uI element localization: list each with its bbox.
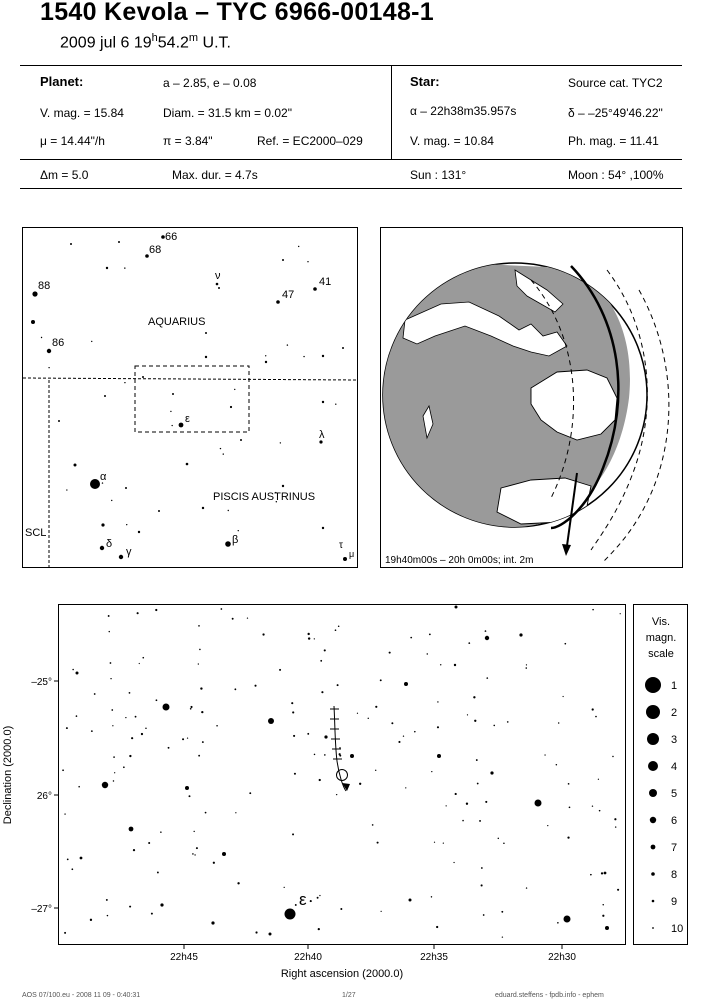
finder-star-faint [228, 510, 229, 511]
moon-info: Moon : 54° ,100% [568, 168, 664, 182]
scale-label: 1 [671, 680, 678, 692]
finder-star [90, 479, 100, 489]
finder-star [240, 439, 242, 441]
finder-star [70, 243, 72, 245]
finder-star [142, 376, 144, 378]
finder-star [74, 464, 77, 467]
magnitude-scale [633, 604, 688, 945]
finder-star [322, 527, 324, 529]
scale-label: 8 [671, 869, 678, 881]
x-axis-label: Right ascension (2000.0) [280, 968, 404, 980]
star-label-lambda: λ [319, 429, 325, 441]
star-label-mu: μ [349, 549, 355, 559]
finder-star [322, 401, 324, 403]
max-duration: Max. dur. = 4.7s [172, 168, 258, 182]
dec-tick-label: –27° [31, 904, 52, 915]
detail-field-box [135, 366, 249, 432]
event-datetime: 2009 jul 6 19$^h$54.2$^m$ U.T. [60, 32, 231, 52]
finder-star [186, 463, 189, 466]
ra-tick-label: 22h40 [294, 952, 322, 963]
finder-star [100, 546, 104, 550]
ra-tick-label: 22h35 [420, 952, 448, 963]
scale-dot [647, 733, 659, 745]
finder-star [125, 487, 127, 489]
scale-dot [649, 789, 657, 797]
finder-star [276, 300, 280, 304]
scale-dot [645, 677, 661, 693]
footer-left: AOS 07/100.eu - 2008 11 09 - 0:40:31 [22, 992, 141, 999]
finder-star-faint [307, 261, 308, 262]
star-label-68: 68 [149, 244, 162, 256]
scale-dot [651, 845, 656, 850]
table-top-rule [20, 65, 682, 66]
dec-tick-label: 26° [36, 791, 52, 802]
constellation-scl: SCL [25, 527, 47, 539]
constellation-aquarius: AQUARIUS [148, 316, 206, 328]
finder-star [313, 287, 317, 291]
finder-star [202, 507, 204, 509]
finder-star [282, 485, 284, 487]
table-divider [391, 65, 392, 159]
finder-star-faint [238, 530, 239, 531]
magnitude-scale-svg [634, 605, 687, 944]
finder-star-faint [223, 453, 224, 454]
finder-star [106, 267, 108, 269]
planet-orbit: a – 2.85, e – 0.08 [163, 76, 257, 90]
scale-dot [646, 705, 660, 719]
globe-svg [381, 228, 682, 567]
globe-caption: 19h40m00s – 20h 0m00s; int. 2m [385, 555, 534, 566]
scale-label: 6 [671, 815, 678, 827]
finder-star [205, 332, 207, 334]
planet-heading: Planet: [40, 74, 84, 89]
star-label-alpha: α [100, 471, 107, 483]
finder-star-faint [111, 500, 112, 501]
finder-star [230, 406, 232, 408]
finder-chart [22, 227, 358, 568]
table-mid-rule [20, 159, 682, 160]
finder-star [216, 283, 219, 286]
scale-label: 9 [671, 896, 678, 908]
boundary-aqr-psa [23, 378, 357, 380]
finder-star [138, 531, 140, 533]
finder-star [32, 291, 37, 296]
ra-tick-label: 22h30 [548, 952, 576, 963]
finder-star-faint [234, 389, 235, 390]
star-phmag: Ph. mag. = 11.41 [568, 134, 659, 148]
star-label-41: 41 [319, 276, 332, 288]
scale-label: 2 [671, 707, 678, 719]
antarctica-landmass [497, 478, 591, 524]
detail-axes [0, 600, 701, 992]
scale-title-line: scale [648, 648, 674, 660]
finder-star [179, 423, 184, 428]
delta-mag: Δm = 5.0 [40, 168, 89, 182]
finder-star-faint [48, 367, 49, 368]
finder-star [218, 287, 220, 289]
track-arrowhead [562, 544, 571, 556]
scale-label: 3 [671, 734, 678, 746]
star-label-gamma: γ [126, 546, 132, 558]
star-heading: Star: [410, 74, 440, 89]
planet-diameter: Diam. = 31.5 km = 0.02" [163, 106, 292, 120]
finder-star-faint [171, 425, 172, 426]
scale-dot [650, 817, 656, 823]
finder-star [101, 523, 104, 526]
finder-star-faint [287, 344, 288, 345]
finder-star-faint [170, 411, 171, 412]
finder-star-faint [220, 448, 221, 449]
finder-star-faint [124, 267, 125, 268]
scale-dot [652, 900, 655, 903]
star-label-beta: β [232, 534, 239, 546]
page-title: 1540 Kevola – TYC 6966-00148-1 [40, 0, 434, 26]
scale-label: 5 [671, 788, 678, 800]
star-label-86: 86 [52, 337, 65, 349]
star-label-66: 66 [165, 231, 178, 243]
finder-star [47, 349, 51, 353]
planet-parallax: π = 3.84" [163, 134, 213, 148]
finder-chart-svg [23, 228, 357, 567]
planet-motion: μ = 14.44"/h [40, 134, 105, 148]
finder-star-faint [126, 524, 127, 525]
ra-tick-label: 22h45 [170, 952, 198, 963]
finder-star-faint [303, 356, 304, 357]
finder-star [31, 320, 35, 324]
finder-star [225, 541, 231, 547]
scale-dot [651, 872, 655, 876]
finder-star-faint [66, 489, 67, 490]
star-source: Source cat. TYC2 [568, 76, 663, 90]
star-vmag: V. mag. = 10.84 [410, 134, 494, 148]
star-label-88: 88 [38, 280, 51, 292]
y-axis-label: Declination (2000.0) [2, 725, 14, 825]
planet-vmag: V. mag. = 15.84 [40, 106, 124, 120]
finder-star-faint [91, 341, 92, 342]
scale-dot [652, 927, 654, 929]
star-label-delta: δ [106, 538, 113, 550]
finder-star-faint [265, 355, 266, 356]
finder-star [172, 393, 174, 395]
finder-star [342, 347, 344, 349]
dec-tick-label: –25° [31, 677, 52, 688]
globe-panel [380, 227, 683, 568]
footer-right: eduard.steffens - fpdb.info - ephem [495, 992, 604, 999]
planet-reference: Ref. = EC2000–029 [257, 134, 363, 148]
star-ra: α – 22h38m35.957s [410, 104, 517, 118]
sun-elongation: Sun : 131° [410, 168, 467, 182]
detail-label-epsilon: ε [299, 890, 307, 909]
finder-stars [31, 235, 347, 561]
finder-star [343, 557, 347, 561]
footer-center: 1/27 [342, 992, 356, 999]
finder-star-faint [41, 337, 42, 338]
table-bottom-rule [20, 188, 682, 189]
star-label-nu: ν [215, 270, 221, 282]
finder-star [104, 395, 106, 397]
finder-star [119, 555, 123, 559]
scale-label: 10 [671, 923, 684, 935]
scale-title-line: magn. [645, 632, 677, 644]
constellation-piscis-austrinus: PISCIS AUSTRINUS [213, 491, 316, 503]
star-label-tau: τ [339, 540, 343, 551]
finder-star-faint [280, 442, 281, 443]
finder-star [158, 510, 160, 512]
finder-star [118, 241, 120, 243]
finder-star [58, 420, 60, 422]
finder-star [282, 259, 284, 261]
finder-star [322, 355, 324, 357]
star-label-47: 47 [282, 289, 295, 301]
scale-label: 4 [671, 761, 678, 773]
scale-dot [648, 761, 658, 771]
finder-star-faint [298, 246, 299, 247]
scale-label: 7 [671, 842, 678, 854]
finder-star [265, 361, 267, 363]
scale-title-line: Vis. [651, 616, 671, 628]
star-label-epsilon: ε [185, 413, 190, 425]
star-dec: δ – –25°49'46.22" [568, 106, 663, 120]
finder-star-faint [335, 404, 336, 405]
finder-star-faint [124, 382, 125, 383]
finder-star [205, 356, 207, 358]
